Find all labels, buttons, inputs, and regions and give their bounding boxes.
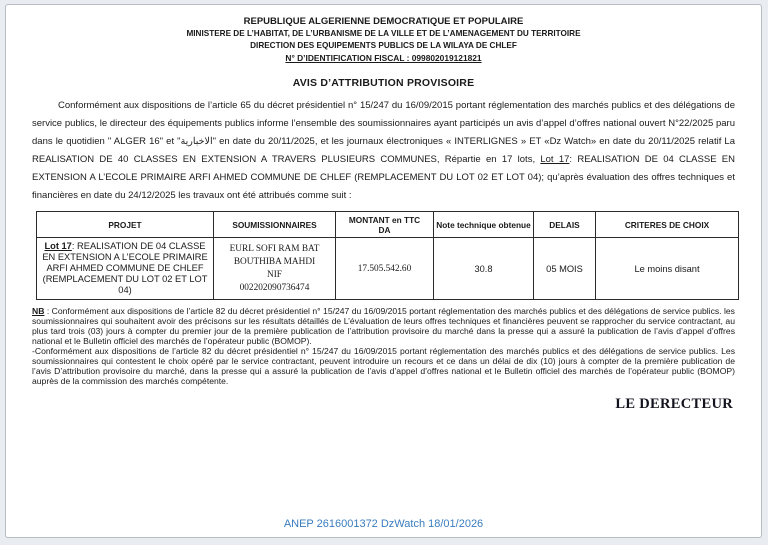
- republic-line: REPUBLIQUE ALGERIENNE DEMOCRATIQUE ET POPULAIRE: [243, 16, 524, 27]
- fiscal-id-line: N° D’IDENTIFICATION FISCAL : 099802019121821: [285, 53, 482, 63]
- intro-paragraph: [32, 97, 735, 205]
- cell-criteres: Le moins disant: [596, 238, 739, 300]
- nb-separator: :: [44, 306, 52, 316]
- cell-montant: 17.505.542.60: [336, 238, 434, 300]
- nb-paragraph-1-text: Conformément aux dispositions de l’article 82 du décret présidentiel n° 15/247 du 16/09/2015 portant réglementation des marchés publics et des délégations de service publics. les soumissionnaires qui souhaitent avoir des précisons sur les résultats détaillés de L’évaluation de leurs offres techniques et financières peuvent se rapprocher du service contractant, au plus tard trois (03) jours à compter du premier jour de la première publication de l’attribution provisoire du marché dans la presse qui a assuré la publication de l’avis d’appel d’offres national et le Bulletin officiel des marchés de l’opérateur public (BOMOP).: [32, 306, 735, 346]
- header-montant-line2: DA: [378, 224, 391, 235]
- header-projet: PROJET: [37, 212, 214, 238]
- cell-projet-text: : REALISATION DE 04 CLASSE EN EXTENSION A L’ECOLE PRIMAIRE ARFI AHMED COMMUNE DE CHLEF (REMPLACEMENT DU LOT 02 ET LOT 04): [42, 241, 208, 295]
- nb-note: [32, 306, 735, 386]
- ministry-line: MINISTERE DE L’HABITAT, DE L’URBANISME DE LA VILLE ET DE L’AMENAGEMENT DU TERRITOIRE: [186, 29, 581, 38]
- table-row: [37, 238, 739, 300]
- direction-line: DIRECTION DES EQUIPEMENTS PUBLICS DE LA WILAYA DE CHLEF: [250, 41, 517, 50]
- header-montant-line1: MONTANT en TTC: [348, 214, 421, 225]
- cell-projet: [37, 238, 214, 300]
- notice-title: AVIS D’ATTRIBUTION PROVISOIRE: [292, 77, 475, 89]
- header-soumissionnaires: SOUMISSIONNAIRES: [214, 212, 336, 238]
- header-delais: DELAIS: [534, 212, 596, 238]
- cell-projet-lot: Lot 17: [44, 241, 72, 251]
- nb-label: NB: [32, 306, 45, 316]
- intro-segment-2: : REALISATION DE 04 CLASSE EN EXTENSION A L’ECOLE PRIMAIRE ARFI AHMED COMMUNE DE CHLEF (REMPLACEMENT DU LOT 02 ET LOT 04); qu’après évaluation des offres techniques et financières en date du 24/12/2025 les travaux ont été attribués comme suit :: [32, 154, 736, 201]
- document-page: [5, 4, 762, 538]
- soumissionnaire-nif-number: 002202090736474: [239, 282, 310, 293]
- cell-note-technique: 30.8: [434, 238, 534, 300]
- cell-delais: 05 MOIS: [534, 238, 596, 300]
- soumissionnaire-name-line1: EURL SOFI RAM BAT: [229, 243, 320, 254]
- anep-footer: ANEP 2616001372 DzWatch 18/01/2026: [283, 518, 484, 530]
- header-note-technique: Note technique obtenue: [434, 212, 534, 238]
- cell-soumissionnaire: [214, 238, 336, 300]
- document-content: [6, 5, 761, 413]
- intro-segment-1: Conformément aux dispositions de l’article 65 du décret présidentiel n° 15/247 du 16/09/2015 portant réglementation des marchés publics et des délégations de service publics, le directeur des équipements publics informe l’ensemble des soumissionnaires ayant participés un avis d’appel d’offres national ouvert N°22/2025 paru dans le quotidien " ALGER 16" et "الاخبارية" en date du 20/11/2025, et les journaux électroniques « INTERLIGNES » ET «Dz Watch» en date du 20/11/2025 relatif La REALISATION DE 40 CLASSES EN EXTENSION A TRAVERS PLUSIEURS COMMUNES, Répartie en 17 lots,: [32, 100, 736, 165]
- soumissionnaire-name-line2: BOUTHIBA MAHDI: [233, 256, 316, 267]
- nb-paragraph-1: [32, 306, 735, 346]
- director-signature: LE DERECTEUR: [615, 396, 733, 412]
- table-header-row: [37, 212, 739, 238]
- award-table: [36, 211, 739, 300]
- soumissionnaire-nif-label: NIF: [267, 269, 282, 280]
- official-letterhead: [32, 15, 735, 64]
- lot-reference: Lot 17: [540, 154, 570, 165]
- header-montant: [336, 212, 434, 238]
- nb-paragraph-2: -Conformément aux dispositions de l’article 82 du décret présidentiel n° 15/247 du 16/09/2015 portant réglementation des marchés publics et des délégations de service publics. Les soumissionnaires qui contestent le choix opéré par le service contractant, peuvent introduire un recours et ce dans un délai de dix (10) jours à compter de la première publication de l’avis D’attribution provisoire du marché, dans la presse qui a assuré la publication de l’avis d’appel d’offres national et le Bulletin officiel des marchés de l’opérateur public (BOMOP) auprès de la commission des marchés compétente.: [32, 346, 735, 386]
- header-criteres: CRITERES DE CHOIX: [596, 212, 739, 238]
